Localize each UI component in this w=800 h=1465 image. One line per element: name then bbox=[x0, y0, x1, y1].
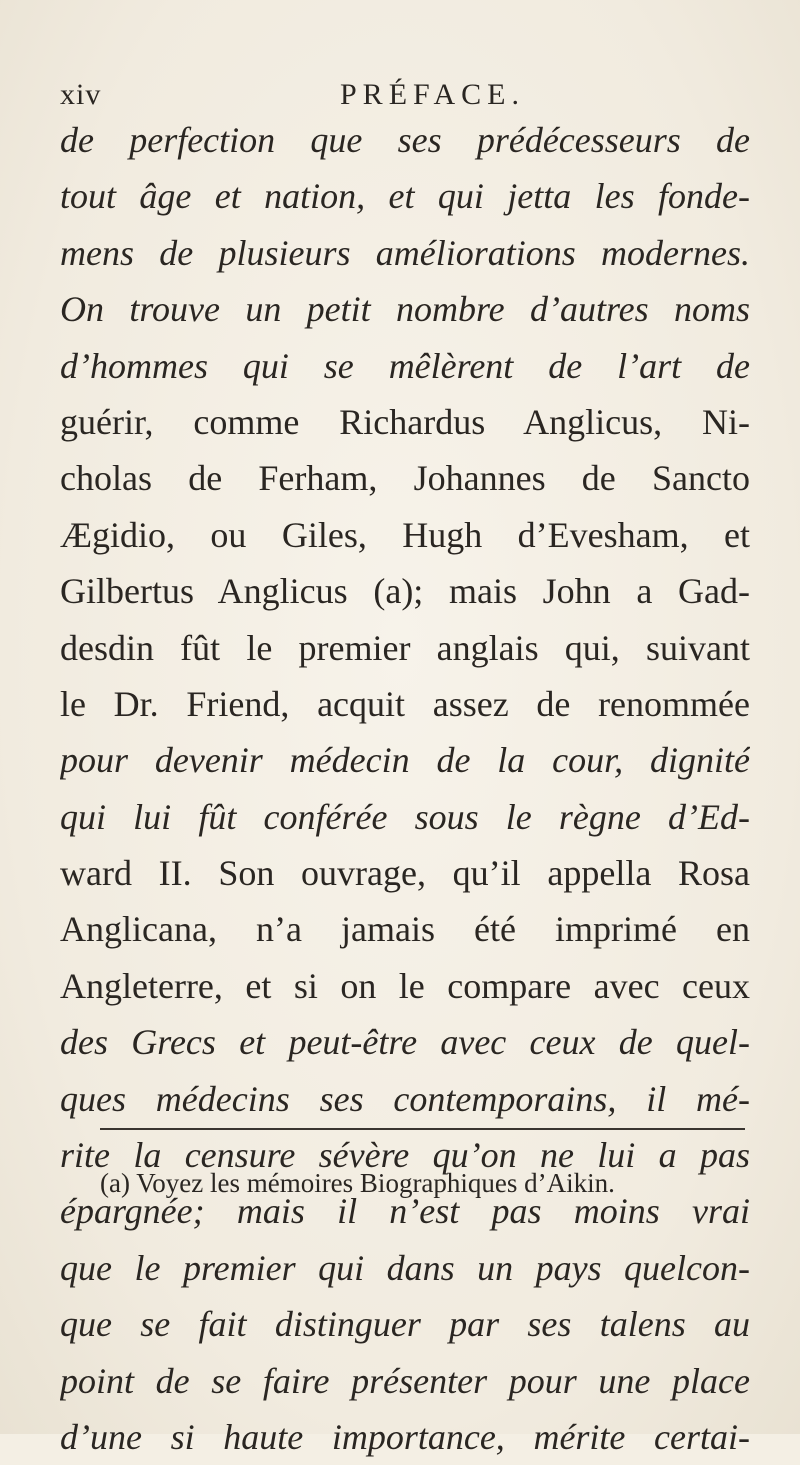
text-line: des Grecs et peut-être avec ceux de quel- bbox=[60, 1022, 750, 1063]
text-line: que se fait distinguer par ses talens au bbox=[60, 1304, 750, 1345]
text-line: le Dr. Friend, acquit assez de renommée bbox=[60, 683, 750, 724]
text-line: guérir, comme Richardus Anglicus, Ni- bbox=[60, 401, 750, 442]
text-line: ward II. Son ouvrage, qu’il appella Rosa bbox=[60, 853, 750, 894]
running-head: PRÉFACE. bbox=[340, 78, 525, 111]
text-line: Anglicana, n’a jamais été imprimé en bbox=[60, 909, 750, 950]
page-number: xiv bbox=[60, 78, 102, 111]
text-line: Angleterre, et si on le compare avec ceux bbox=[60, 965, 750, 1006]
text-line: qui lui fût conférée sous le règne d’Ed- bbox=[60, 796, 750, 837]
footnote: (a) Voyez les mémoires Biographiques d’Aikin. bbox=[100, 1168, 615, 1198]
text-line: Ægidio, ou Giles, Hugh d’Evesham, et bbox=[60, 514, 750, 555]
text-line: point de se faire présenter pour une place bbox=[60, 1360, 750, 1401]
text-line: ques médecins ses contemporains, il mé- bbox=[60, 1078, 750, 1119]
text-line: desdin fût le premier anglais qui, suivant bbox=[60, 627, 750, 668]
text-line: d’hommes qui se mêlèrent de l’art de bbox=[60, 345, 750, 386]
text-line: de perfection que ses prédécesseurs de bbox=[60, 120, 750, 160]
text-line: épargnée; mais il n’est pas moins vrai bbox=[60, 1191, 750, 1232]
text-line: Gilbertus Anglicus (a); mais John a Gad- bbox=[60, 571, 750, 612]
text-line: mens de plusieurs améliorations modernes. bbox=[60, 232, 750, 273]
text-line: que le premier qui dans un pays quelcon- bbox=[60, 1247, 750, 1288]
text-line: pour devenir médecin de la cour, dignité bbox=[60, 740, 750, 781]
text-line: rite la censure sévère qu’on ne lui a pas bbox=[60, 1135, 750, 1176]
text-line: d’une si haute importance, mérite certai- bbox=[60, 1416, 750, 1457]
text-line: cholas de Ferham, Johannes de Sancto bbox=[60, 458, 750, 499]
body-text bbox=[60, 112, 750, 1465]
text-line: On trouve un petit nombre d’autres noms bbox=[60, 289, 750, 330]
text-line: tout âge et nation, et qui jetta les fonde- bbox=[60, 176, 750, 217]
footnote-divider bbox=[100, 1128, 745, 1130]
